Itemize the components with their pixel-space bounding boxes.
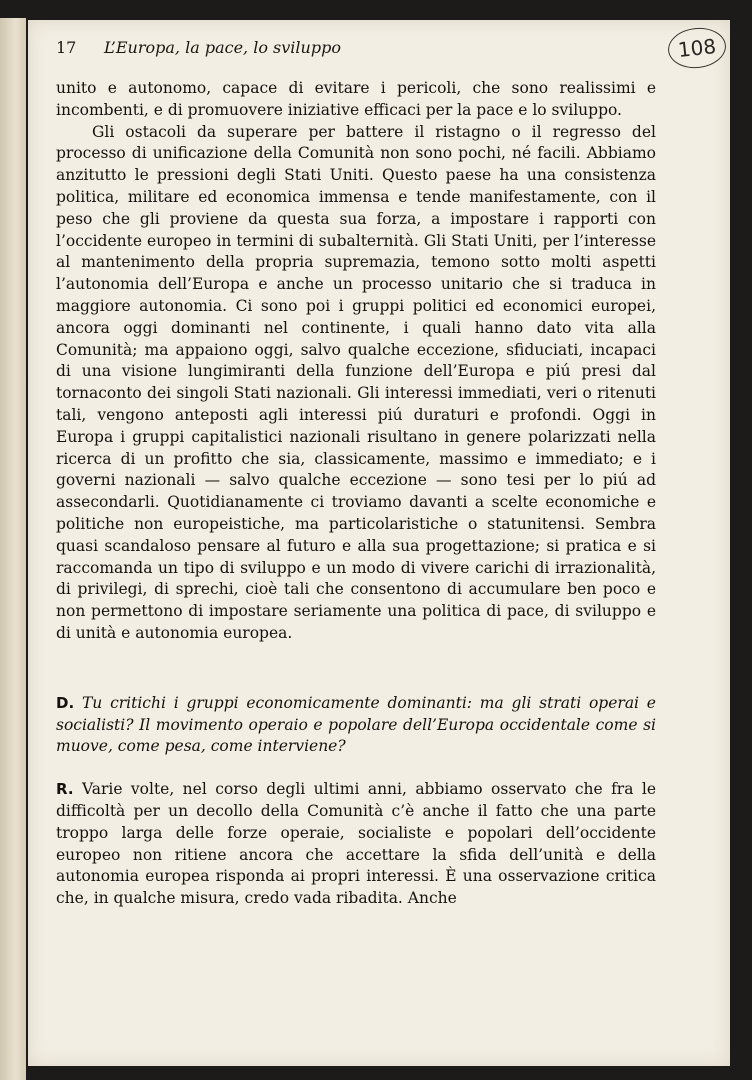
answer-text: Varie volte, nel corso degli ultimi anni, abbiamo osservato che fra le difficoltà per un decollo della Comunità c’è anche il fatto che una parte troppo larga delle forze operaie, socialiste e popolari dell’occidente europeo non ritiene ancora che accettare la sfida dell’unità e della autonomia europea risponda ai propri interessi. È una osservazione critica che, in qualche misura, credo vada ribadita. Anche <box>56 780 656 908</box>
running-head: L’Europa, la pace, lo sviluppo <box>104 38 341 57</box>
section-spacer <box>56 645 656 693</box>
answer-paragraph <box>56 779 656 910</box>
body-text <box>56 78 656 910</box>
answer-marker: R. <box>56 780 74 799</box>
question-text: Tu critichi i gruppi economicamente dominanti: ma gli strati operai e socialisti? Il movimento operaio e popolare dell’Europa occidentale come si muove, come pesa, come interviene? <box>56 693 656 756</box>
section-spacer <box>56 758 656 779</box>
question-marker: D. <box>56 693 75 712</box>
question-paragraph <box>56 693 656 758</box>
page-number: 17 <box>56 38 77 57</box>
paragraph-obstacles: Gli ostacoli da superare per battere il ristagno o il regresso del processo di unificazione della Comunità non sono pochi, né facili. Abbiamo anzitutto le pressioni degli Stati Uniti. Questo paese ha una consistenza politica, militare ed economica immensa e tende manifestamente, con il peso che gli proviene da questa sua forza, a impostare i rapporti con l’occidente europeo in termini di subalternità. Gli Stati Uniti, per l’interesse al mantenimento della propria supremazia, temono sotto molti aspetti l’autonomia dell’Europa e anche un processo unitario che si traduca in maggiore autonomia. Ci sono poi i gruppi politici ed economici europei, ancora oggi dominanti nel continente, i quali hanno dato vita alla Comunità; ma appaiono oggi, salvo qualche eccezione, sfiduciati, incapaci di una visione lungimiranti della funzione dell’Europa e piú presi dal tornaconto dei singoli Stati nazionali. Gli interessi immediati, veri o ritenuti tali, vengono anteposti agli interessi piú duraturi e profondi. Oggi in Europa i gruppi capitalistici nazionali risultano in genere polarizzati nella ricerca di un profitto che sia, classicamente, massimo e immediato; e i governi nazionali — salvo qualche eccezione — sono tesi per lo piú ad assecondarli. Quotidianamente ci troviamo davanti a scelte economiche e politiche non europeistiche, ma particolaristiche o statunitensi. Sembra quasi scandaloso pensare al futuro e alla sua progettazione; si pratica e si raccomanda un tipo di sviluppo e un modo di vivere carichi di irrazionalità, di privilegi, di sprechi, cioè tali che consentono di accumulare ben poco e non permettono di impostare seriamente una politica di pace, di sviluppo e di unità e autonomia europea. <box>56 122 656 642</box>
archive-stamp: 108 <box>666 25 728 71</box>
paragraph-continuation: unito e autonomo, capace di evitare i pericoli, che sono realissimi e incombenti, e di promuovere iniziative efficaci per la pace e lo sviluppo. <box>56 79 656 119</box>
facing-page-edge <box>0 18 26 1080</box>
